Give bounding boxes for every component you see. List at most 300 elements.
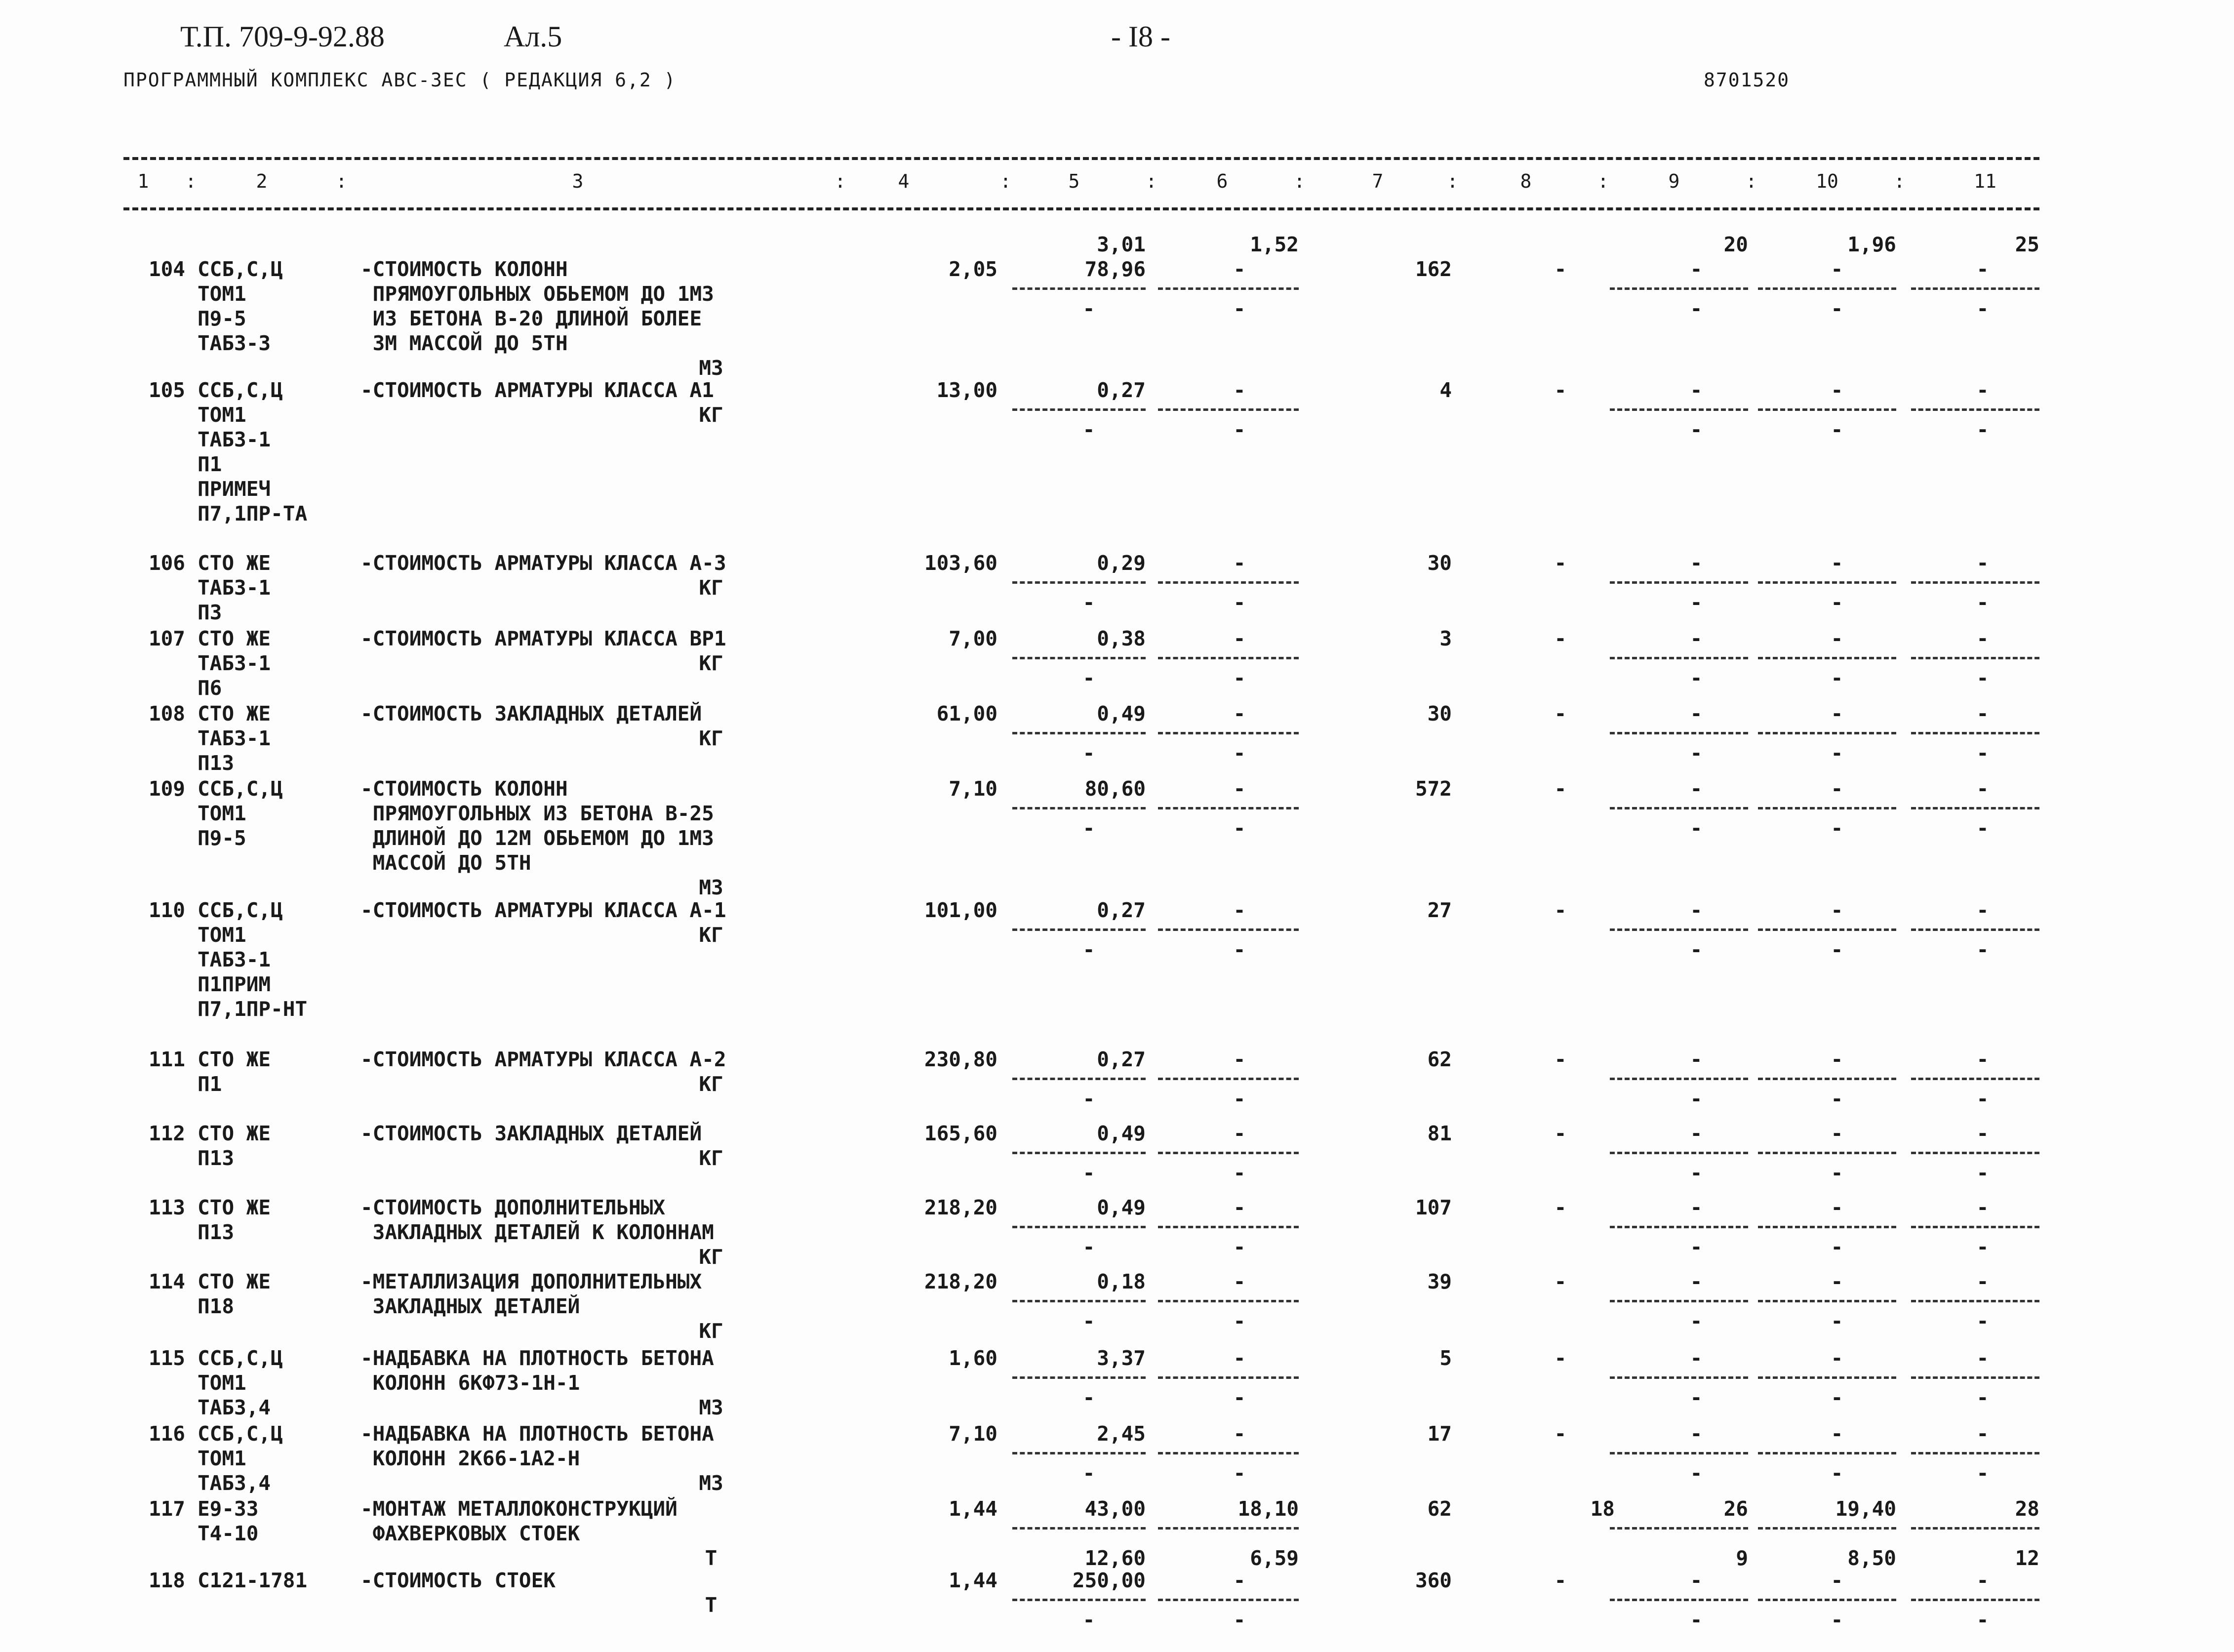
row-col6-sub: - xyxy=(1233,1235,1246,1259)
underline-rule xyxy=(1911,928,2039,931)
underline-rule xyxy=(1911,807,2039,809)
row-col8: - xyxy=(1554,898,1567,922)
row-col10: - xyxy=(1831,777,1843,801)
row-col10-sub: - xyxy=(1831,1161,1843,1185)
underline-rule xyxy=(1012,287,1146,290)
column-header: 2 xyxy=(256,170,268,192)
row-col9-sub: - xyxy=(1690,938,1703,962)
row-col11: - xyxy=(1976,898,1989,922)
row-col9-top: 20 xyxy=(1723,233,1748,256)
row-description: -СТОИМОСТЬ СТОЕК xyxy=(360,1569,556,1592)
row-col5: 2,45 xyxy=(1097,1422,1146,1446)
underline-rule xyxy=(1610,287,1748,290)
row-col7: 162 xyxy=(1415,257,1452,281)
underline-rule xyxy=(1158,1599,1299,1601)
column-header: 3 xyxy=(572,170,584,192)
underline-rule xyxy=(1758,1452,1896,1454)
row-col9: - xyxy=(1690,777,1703,801)
row-col11: - xyxy=(1976,702,1989,725)
row-number: 117 xyxy=(148,1497,185,1521)
row-code: ССБ,С,Ц ТОМ1 П9-5 ТАБ3-3 xyxy=(198,257,283,355)
underline-rule xyxy=(1158,1376,1299,1379)
row-col8: - xyxy=(1554,257,1567,281)
underline-rule xyxy=(1610,1300,1748,1302)
row-col10: - xyxy=(1831,702,1843,725)
row-quantity: 218,20 xyxy=(924,1270,997,1293)
underline-rule xyxy=(1911,287,2039,290)
row-number: 118 xyxy=(148,1569,185,1592)
row-number: 108 xyxy=(148,702,185,725)
row-col8: - xyxy=(1554,702,1567,725)
column-header: 7 xyxy=(1372,170,1384,192)
row-description: -МЕТАЛЛИЗАЦИЯ ДОПОЛНИТЕЛЬНЫХ ЗАКЛАДНЫХ ДЕТАЛЕЙ xyxy=(360,1270,702,1318)
row-col11-sub: - xyxy=(1976,1309,1989,1333)
row-col11: - xyxy=(1976,1048,1989,1071)
row-col6-top: 1,52 xyxy=(1250,233,1299,256)
row-col8: - xyxy=(1554,627,1567,650)
row-col5: 0,38 xyxy=(1097,627,1146,650)
row-code: СТО ЖЕ П1 xyxy=(198,1048,271,1096)
underline-rule xyxy=(1610,1599,1748,1601)
underline-rule xyxy=(1911,1152,2039,1154)
row-col7: 107 xyxy=(1415,1196,1452,1219)
row-col11: - xyxy=(1976,1422,1989,1446)
row-col6: - xyxy=(1233,898,1246,922)
row-col5-sub: - xyxy=(1082,1087,1095,1111)
underline-rule xyxy=(1158,657,1299,659)
row-quantity: 230,80 xyxy=(924,1048,997,1071)
underline-rule xyxy=(1911,1226,2039,1228)
row-description: -СТОИМОСТЬ АРМАТУРЫ КЛАССА А1 xyxy=(360,378,714,402)
scanned-estimate-page: Т.П. 709-9-92.88 Ал.5 - I8 - ПРОГРАММНЫЙ КОМПЛЕКС АВС-3ЕС ( РЕДАКЦИЯ 6,2 ) 8701520 1 : 2 : 3 : 4 : 5 : 6 : 7 : 8 : 9 : 10 : 11 104 ССБ,С,Ц ТОМ1 П9-5 ТАБ3-3 -СТОИМОСТЬ КОЛОНН ПРЯМОУГОЛЬНЫХ ОБЬЕМОМ ДО 1М3 ИЗ БЕТОНА В-20 ДЛИНОЙ БОЛЕЕ 3М МАССОЙ ДО 5ТН М3 2,05 3,01 78,96 1,52 - 162 - 20 - 1,96 - 25 - - - - - - 105 ССБ,С,Ц ТОМ1 ТАБ3-1 П1 ПРИМЕЧ П7,1ПР-ТА -СТОИМОСТЬ АРМАТУРЫ КЛАССА А1 КГ 13,00 0,27 - 4 - - - - - - - - - 106 СТО ЖЕ ТАБ3-1 П3 -СТОИМОСТЬ АРМАТУРЫ КЛАССА А-3 КГ 103,60 0,29 - 30 - - - - - - - - - 107 СТО ЖЕ ТАБ3-1 П6 -СТОИМОСТЬ АРМАТУРЫ КЛАССА ВР1 КГ 7,00 0,38 - 3 - - - - - - - - - 108 СТО ЖЕ ТАБ3-1 П13 -СТОИМОСТЬ ЗАКЛАДНЫХ ДЕТАЛЕЙ КГ 61,00 0,49 - 30 - - - - - - - - - 109 ССБ,С,Ц ТОМ1 П9-5 -СТОИМОСТЬ КОЛОНН ПРЯМОУГОЛЬНЫХ ИЗ БЕТОНА В-25 ДЛИНОЙ ДО 12М ОБЬЕМОМ ДО 1М3 МАССОЙ ДО 5ТН М3 7,10 80,60 - 572 - - - - - - - - - 110 ССБ,С,Ц ТОМ1 ТАБ3-1 П1ПРИМ П7,1ПР-НТ -СТОИМОСТЬ АРМАТУРЫ КЛАССА А-1 КГ 101,00 0,27 - 27 - - - - - - - - - 111 СТО ЖЕ П1 -СТОИМОСТЬ АРМАТУРЫ КЛАССА А-2 КГ 230,80 0,27 - 62 - - - - - - - - - 112 СТО ЖЕ П13 -СТОИМОСТЬ ЗАКЛАДНЫХ ДЕТАЛЕЙ КГ 165,60 0,49 - 81 - - - - - - - - - 113 СТО ЖЕ П13 -СТОИМОСТЬ ДОПОЛНИТЕЛЬНЫХ ЗАКЛАДНЫХ ДЕТАЛЕЙ К КОЛОННАМ КГ 218,20 0,49 - 107 - - - - - - - - - 114 СТО ЖЕ П18 -МЕТАЛЛИЗАЦИЯ ДОПОЛНИТЕЛЬНЫХ ЗАКЛАДНЫХ ДЕТАЛЕЙ КГ 218,20 0,18 - 39 - - - - - - - - - 115 ССБ,С,Ц ТОМ1 ТАБ3,4 -НАДБАВКА НА ПЛОТНОСТЬ БЕТОНА КОЛОНН 6КФ73-1Н-1 М3 1,60 3,37 - 5 - - - - - - - - - 116 ССБ,С,Ц ТОМ1 ТАБ3,4 -НАДБАВКА НА ПЛОТНОСТЬ БЕТОНА КОЛОНН 2К66-1А2-Н М3 7,10 2,45 - 17 - - - - - - - - - 117 Е9-33 Т4-10 -МОНТАЖ МЕТАЛЛОКОНСТРУКЦИЙ ФАХВЕРКОВЫХ СТОЕК Т 1,44 43,00 12,60 18,10 6,59 62 18 26 9 19,40 8,50 28 12 118 С121-1781 -СТОИМОСТЬ СТОЕК Т 1,44 250,00 - 360 - - - - - - - - - xyxy=(0,0,2234,1652)
row-number: 116 xyxy=(148,1422,185,1446)
row-code: ССБ,С,Ц ТОМ1 П9-5 xyxy=(198,777,283,850)
underline-rule xyxy=(1012,1078,1146,1080)
row-col5: 78,96 xyxy=(1084,257,1146,281)
underline-rule xyxy=(1012,1376,1146,1379)
row-col9-sub: - xyxy=(1690,1608,1703,1632)
program-name: ПРОГРАММНЫЙ КОМПЛЕКС АВС-3ЕС ( РЕДАКЦИЯ 6,2 ) xyxy=(123,69,677,91)
row-col7: 62 xyxy=(1427,1048,1452,1071)
row-col7: 27 xyxy=(1427,898,1452,922)
column-header: 6 xyxy=(1216,170,1228,192)
row-number: 114 xyxy=(148,1270,185,1293)
row-col5: 0,29 xyxy=(1097,551,1146,575)
row-col9-sub: - xyxy=(1690,1461,1703,1485)
row-col5-sub: - xyxy=(1082,1161,1095,1185)
row-col10: 19,40 xyxy=(1835,1497,1896,1521)
row-col11-sub: - xyxy=(1976,297,1989,321)
row-col8: - xyxy=(1554,1270,1567,1293)
row-col9: - xyxy=(1690,551,1703,575)
row-col6: - xyxy=(1233,551,1246,575)
row-col9-sub: - xyxy=(1690,1386,1703,1410)
row-col5-sub: - xyxy=(1082,938,1095,962)
row-quantity: 2,05 xyxy=(949,257,997,281)
row-col5-sub: - xyxy=(1082,1235,1095,1259)
row-col5-top: 3,01 xyxy=(1097,233,1146,256)
row-unit: КГ xyxy=(699,1319,723,1343)
row-col6: - xyxy=(1233,1122,1246,1145)
row-col7: 62 xyxy=(1427,1497,1452,1521)
row-col11: - xyxy=(1976,378,1989,402)
row-col8: - xyxy=(1554,1346,1567,1370)
underline-rule xyxy=(1911,1376,2039,1379)
underline-rule xyxy=(1758,408,1896,411)
row-quantity: 103,60 xyxy=(924,551,997,575)
row-unit: КГ xyxy=(699,923,723,947)
underline-rule xyxy=(1610,581,1748,584)
underline-rule xyxy=(1012,408,1146,411)
row-col10-sub: - xyxy=(1831,297,1843,321)
row-col10: - xyxy=(1831,1122,1843,1145)
row-col9-sub: - xyxy=(1690,666,1703,690)
row-col6: - xyxy=(1233,777,1246,801)
row-col11: - xyxy=(1976,1569,1989,1592)
underline-rule xyxy=(1012,1599,1146,1601)
row-col8: - xyxy=(1554,1569,1567,1592)
row-col7: 572 xyxy=(1415,777,1452,801)
row-quantity: 13,00 xyxy=(936,378,997,402)
row-col5: 43,00 xyxy=(1084,1497,1146,1521)
row-col7: 30 xyxy=(1427,702,1452,725)
underline-rule xyxy=(1758,1599,1896,1601)
row-code: ССБ,С,Ц ТОМ1 ТАБ3,4 xyxy=(198,1346,283,1419)
row-description: -СТОИМОСТЬ АРМАТУРЫ КЛАССА А-1 xyxy=(360,898,726,922)
underline-rule xyxy=(1012,1527,1146,1530)
row-col9-sub: - xyxy=(1690,1309,1703,1333)
row-col5: 0,27 xyxy=(1097,1048,1146,1071)
row-col10-sub: - xyxy=(1831,1461,1843,1485)
row-col10: - xyxy=(1831,898,1843,922)
row-col9-sub: - xyxy=(1690,591,1703,614)
row-col6-sub: - xyxy=(1233,1161,1246,1185)
underline-rule xyxy=(1158,1300,1299,1302)
row-number: 106 xyxy=(148,551,185,575)
row-unit: М3 xyxy=(699,1396,723,1419)
row-col8: - xyxy=(1554,1048,1567,1071)
table-top-rule xyxy=(123,157,2039,160)
underline-rule xyxy=(1758,657,1896,659)
doc-code: Т.П. 709-9-92.88 xyxy=(180,20,385,53)
row-col5-sub: - xyxy=(1082,1386,1095,1410)
underline-rule xyxy=(1158,1078,1299,1080)
row-number: 109 xyxy=(148,777,185,801)
row-unit: М3 xyxy=(699,876,723,899)
row-col5: 0,27 xyxy=(1097,898,1146,922)
row-col7: 17 xyxy=(1427,1422,1452,1446)
underline-rule xyxy=(1758,732,1896,734)
row-col9-sub: - xyxy=(1690,418,1703,442)
row-code: Е9-33 Т4-10 xyxy=(198,1497,259,1545)
row-col11: - xyxy=(1976,1122,1989,1145)
row-quantity: 1,44 xyxy=(949,1497,997,1521)
row-quantity: 1,60 xyxy=(949,1346,997,1370)
row-col7: 4 xyxy=(1439,378,1452,402)
underline-rule xyxy=(1012,1226,1146,1228)
row-col11: - xyxy=(1976,1196,1989,1219)
row-col8: 18 xyxy=(1590,1497,1615,1521)
row-col6: - xyxy=(1233,1270,1246,1293)
row-col10: - xyxy=(1831,1270,1843,1293)
row-col6-sub: - xyxy=(1233,666,1246,690)
row-number: 113 xyxy=(148,1196,185,1219)
row-col9: - xyxy=(1690,257,1703,281)
row-number: 107 xyxy=(148,627,185,650)
row-unit: КГ xyxy=(699,1072,723,1096)
row-col11-sub: - xyxy=(1976,938,1989,962)
row-col6-sub: - xyxy=(1233,1309,1246,1333)
underline-rule xyxy=(1610,928,1748,931)
underline-rule xyxy=(1158,928,1299,931)
underline-rule xyxy=(1911,1527,2039,1530)
row-description: -НАДБАВКА НА ПЛОТНОСТЬ БЕТОНА КОЛОНН 6КФ73-1Н-1 xyxy=(360,1346,714,1395)
row-col10: - xyxy=(1831,627,1843,650)
row-col11-sub: - xyxy=(1976,1608,1989,1632)
row-col9-sub: - xyxy=(1690,1235,1703,1259)
row-col11-sub: - xyxy=(1976,741,1989,765)
underline-rule xyxy=(1758,928,1896,931)
row-description: -СТОИМОСТЬ ЗАКЛАДНЫХ ДЕТАЛЕЙ xyxy=(360,702,702,725)
row-col11-sub: - xyxy=(1976,1461,1989,1485)
row-col10-sub: - xyxy=(1831,741,1843,765)
row-col7: 81 xyxy=(1427,1122,1452,1145)
row-col6: - xyxy=(1233,1196,1246,1219)
underline-rule xyxy=(1158,1452,1299,1454)
underline-rule xyxy=(1012,807,1146,809)
row-col10-sub: - xyxy=(1831,666,1843,690)
row-unit: КГ xyxy=(699,1245,723,1269)
row-col5: 80,60 xyxy=(1084,777,1146,801)
row-quantity: 1,44 xyxy=(949,1569,997,1592)
row-col10: - xyxy=(1831,1569,1843,1592)
row-col6: - xyxy=(1233,257,1246,281)
underline-rule xyxy=(1012,581,1146,584)
underline-rule xyxy=(1012,928,1146,931)
row-col10-sub: - xyxy=(1831,418,1843,442)
row-col10: - xyxy=(1831,1422,1843,1446)
row-description: -МОНТАЖ МЕТАЛЛОКОНСТРУКЦИЙ ФАХВЕРКОВЫХ СТОЕК xyxy=(360,1497,678,1545)
row-description: -СТОИМОСТЬ АРМАТУРЫ КЛАССА А-2 xyxy=(360,1048,726,1071)
row-col7: 3 xyxy=(1439,627,1452,650)
row-col5-sub: - xyxy=(1082,666,1095,690)
row-number: 115 xyxy=(148,1346,185,1370)
row-col6: - xyxy=(1233,1048,1246,1071)
row-description: -СТОИМОСТЬ ДОПОЛНИТЕЛЬНЫХ ЗАКЛАДНЫХ ДЕТАЛЕЙ К КОЛОННАМ xyxy=(360,1196,714,1244)
row-col6: - xyxy=(1233,1422,1246,1446)
row-col10: - xyxy=(1831,551,1843,575)
row-col9: - xyxy=(1690,702,1703,725)
row-col9: - xyxy=(1690,1422,1703,1446)
underline-rule xyxy=(1610,732,1748,734)
row-col11-sub: - xyxy=(1976,1087,1989,1111)
album-label: Ал.5 xyxy=(504,20,562,53)
row-col9: - xyxy=(1690,378,1703,402)
row-col5: 0,49 xyxy=(1097,1196,1146,1219)
underline-rule xyxy=(1610,1376,1748,1379)
underline-rule xyxy=(1758,1226,1896,1228)
underline-rule xyxy=(1758,807,1896,809)
underline-rule xyxy=(1758,1376,1896,1379)
row-col5-sub: - xyxy=(1082,1461,1095,1485)
row-unit: Т xyxy=(705,1546,718,1570)
underline-rule xyxy=(1911,1599,2039,1601)
row-col11: 28 xyxy=(2015,1497,2039,1521)
table-header-rule xyxy=(123,207,2039,210)
row-col7: 39 xyxy=(1427,1270,1452,1293)
underline-rule xyxy=(1610,1452,1748,1454)
row-col5-sub: - xyxy=(1082,1309,1095,1333)
row-col10-sub: - xyxy=(1831,1309,1843,1333)
row-col8: - xyxy=(1554,1122,1567,1145)
row-description: -СТОИМОСТЬ ЗАКЛАДНЫХ ДЕТАЛЕЙ xyxy=(360,1122,702,1145)
underline-rule xyxy=(1158,732,1299,734)
underline-rule xyxy=(1610,1527,1748,1530)
underline-rule xyxy=(1158,287,1299,290)
column-header: 9 xyxy=(1668,170,1680,192)
row-col6-sub: - xyxy=(1233,1386,1246,1410)
doc-number: 8701520 xyxy=(1704,69,1790,91)
underline-rule xyxy=(1610,807,1748,809)
row-col10-sub: - xyxy=(1831,1235,1843,1259)
row-code: ССБ,С,Ц ТОМ1 ТАБ3-1 П1 ПРИМЕЧ П7,1ПР-ТА xyxy=(198,378,308,525)
underline-rule xyxy=(1012,1152,1146,1154)
row-quantity: 7,00 xyxy=(949,627,997,650)
row-col8: - xyxy=(1554,1422,1567,1446)
row-col11-sub: - xyxy=(1976,1235,1989,1259)
underline-rule xyxy=(1911,581,2039,584)
row-col11: - xyxy=(1976,1270,1989,1293)
underline-rule xyxy=(1911,1078,2039,1080)
row-col5-sub: - xyxy=(1082,297,1095,321)
row-col5-sub: - xyxy=(1082,418,1095,442)
column-header: 11 xyxy=(1974,170,1996,192)
row-col9: - xyxy=(1690,1346,1703,1370)
row-col11-sub: - xyxy=(1976,816,1989,840)
row-col9: - xyxy=(1690,627,1703,650)
underline-rule xyxy=(1158,807,1299,809)
row-quantity: 7,10 xyxy=(949,1422,997,1446)
underline-rule xyxy=(1012,1300,1146,1302)
row-col6-sub: - xyxy=(1233,418,1246,442)
row-col6-sub: - xyxy=(1233,1461,1246,1485)
underline-rule xyxy=(1911,1452,2039,1454)
row-col6: - xyxy=(1233,1346,1246,1370)
row-col9: 26 xyxy=(1723,1497,1748,1521)
row-unit: КГ xyxy=(699,1146,723,1170)
row-col11-sub: - xyxy=(1976,591,1989,614)
underline-rule xyxy=(1610,1152,1748,1154)
row-col6: - xyxy=(1233,1569,1246,1592)
underline-rule xyxy=(1158,581,1299,584)
row-code: СТО ЖЕ ТАБ3-1 П6 xyxy=(198,627,271,700)
row-col6-sub: 6,59 xyxy=(1250,1546,1299,1570)
column-header: 1 xyxy=(137,170,149,192)
row-col11: - xyxy=(1976,257,1989,281)
underline-rule xyxy=(1610,1078,1748,1080)
row-code: ССБ,С,Ц ТОМ1 ТАБ3,4 xyxy=(198,1422,283,1495)
row-col11: - xyxy=(1976,627,1989,650)
row-col6-sub: - xyxy=(1233,816,1246,840)
underline-rule xyxy=(1758,287,1896,290)
underline-rule xyxy=(1610,408,1748,411)
row-description: -НАДБАВКА НА ПЛОТНОСТЬ БЕТОНА КОЛОНН 2К66-1А2-Н xyxy=(360,1422,714,1470)
row-col6: - xyxy=(1233,627,1246,650)
row-col9: - xyxy=(1690,898,1703,922)
row-unit: М3 xyxy=(699,1471,723,1495)
row-col6-sub: - xyxy=(1233,741,1246,765)
row-number: 111 xyxy=(148,1048,185,1071)
row-col10-sub: - xyxy=(1831,1608,1843,1632)
row-col5: 250,00 xyxy=(1072,1569,1146,1592)
row-col8: - xyxy=(1554,551,1567,575)
row-description: -СТОИМОСТЬ КОЛОНН ПРЯМОУГОЛЬНЫХ ИЗ БЕТОНА В-25 ДЛИНОЙ ДО 12М ОБЬЕМОМ ДО 1М3 МАССОЙ ДО 5ТН xyxy=(360,777,714,875)
underline-rule xyxy=(1158,1527,1299,1530)
underline-rule xyxy=(1158,1226,1299,1228)
row-number: 110 xyxy=(148,898,185,922)
row-description: -СТОИМОСТЬ КОЛОНН ПРЯМОУГОЛЬНЫХ ОБЬЕМОМ ДО 1М3 ИЗ БЕТОНА В-20 ДЛИНОЙ БОЛЕЕ 3М МАССОЙ ДО 5ТН xyxy=(360,257,714,355)
row-col5: 0,49 xyxy=(1097,702,1146,725)
row-col10-sub: 8,50 xyxy=(1847,1546,1896,1570)
row-col10-top: 1,96 xyxy=(1847,233,1896,256)
row-col9-sub: - xyxy=(1690,741,1703,765)
column-header: 8 xyxy=(1520,170,1532,192)
row-col5-sub: - xyxy=(1082,591,1095,614)
row-col10-sub: - xyxy=(1831,1386,1843,1410)
row-description: -СТОИМОСТЬ АРМАТУРЫ КЛАССА А-3 xyxy=(360,551,726,575)
row-col9: - xyxy=(1690,1569,1703,1592)
row-number: 105 xyxy=(148,378,185,402)
underline-rule xyxy=(1758,1078,1896,1080)
underline-rule xyxy=(1911,657,2039,659)
row-col11-sub: - xyxy=(1976,1386,1989,1410)
row-code: С121-1781 xyxy=(198,1569,308,1592)
row-number: 112 xyxy=(148,1122,185,1145)
row-col10-sub: - xyxy=(1831,816,1843,840)
underline-rule xyxy=(1012,1452,1146,1454)
row-col9: - xyxy=(1690,1270,1703,1293)
row-col5-sub: 12,60 xyxy=(1084,1546,1146,1570)
row-col5: 3,37 xyxy=(1097,1346,1146,1370)
row-col11-sub: - xyxy=(1976,666,1989,690)
row-col10: - xyxy=(1831,1048,1843,1071)
column-header: 5 xyxy=(1068,170,1080,192)
row-col11: - xyxy=(1976,1346,1989,1370)
row-col10: - xyxy=(1831,378,1843,402)
row-col11: - xyxy=(1976,551,1989,575)
row-col6: 18,10 xyxy=(1237,1497,1299,1521)
row-col6-sub: - xyxy=(1233,1087,1246,1111)
row-col11-sub: 12 xyxy=(2015,1546,2039,1570)
row-col9-sub: - xyxy=(1690,1087,1703,1111)
row-unit: КГ xyxy=(699,403,723,427)
row-col5-sub: - xyxy=(1082,741,1095,765)
row-quantity: 101,00 xyxy=(924,898,997,922)
row-col7: 30 xyxy=(1427,551,1452,575)
row-unit: Т xyxy=(705,1593,718,1617)
row-code: СТО ЖЕ П18 xyxy=(198,1270,271,1318)
row-col7: 360 xyxy=(1415,1569,1452,1592)
row-col7: 5 xyxy=(1439,1346,1452,1370)
underline-rule xyxy=(1758,1300,1896,1302)
row-col8: - xyxy=(1554,378,1567,402)
underline-rule xyxy=(1911,732,2039,734)
row-code: СТО ЖЕ П13 xyxy=(198,1122,271,1170)
row-col11-sub: - xyxy=(1976,418,1989,442)
underline-rule xyxy=(1610,1226,1748,1228)
row-col6-sub: - xyxy=(1233,591,1246,614)
row-quantity: 218,20 xyxy=(924,1196,997,1219)
